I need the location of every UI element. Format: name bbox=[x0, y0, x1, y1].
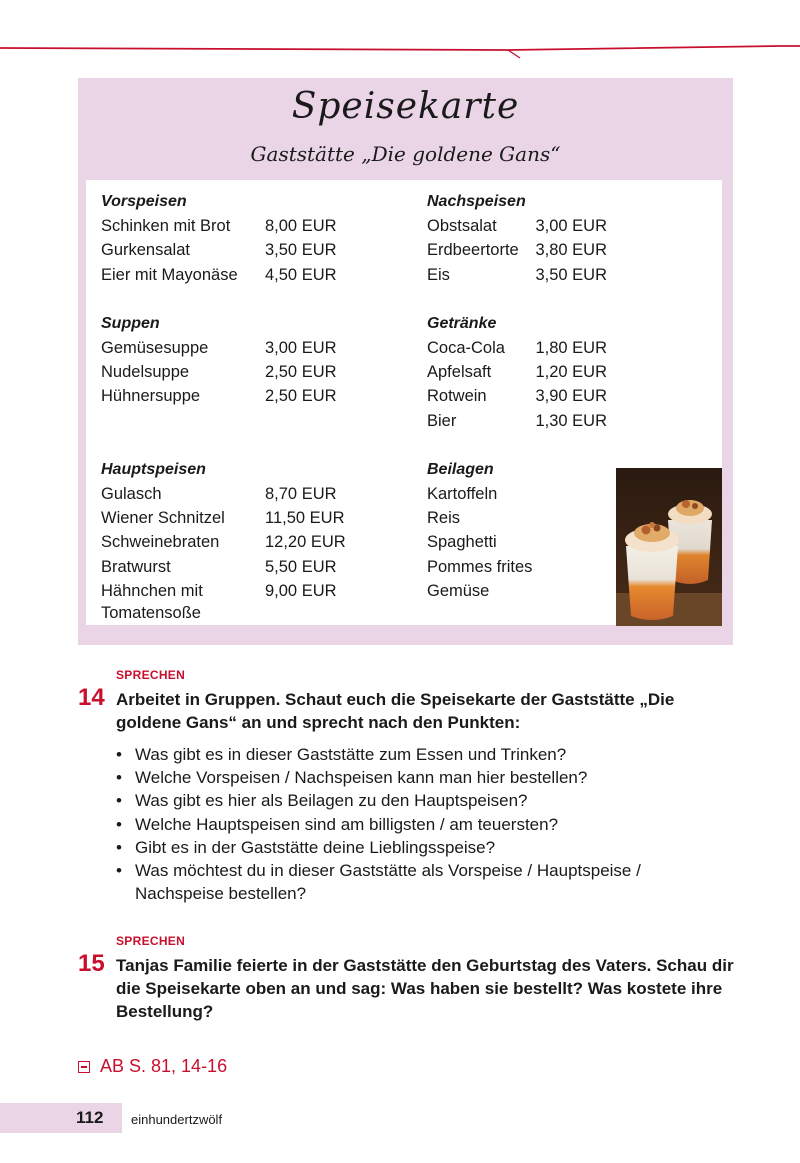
menu-item bbox=[427, 384, 607, 408]
item-name: Gulasch bbox=[101, 484, 162, 503]
menu-item bbox=[427, 336, 607, 360]
task-15-instruction bbox=[116, 954, 736, 1023]
item-name bbox=[101, 581, 265, 624]
menu-column-right bbox=[427, 190, 607, 604]
item-name: Apfelsaft bbox=[427, 363, 492, 382]
section-title: Beilagen bbox=[427, 460, 494, 478]
menu-item bbox=[427, 555, 607, 579]
bullet-text: Gibt es in der Gaststätte deine Lieblingsspeise? bbox=[135, 837, 496, 857]
item-name: Bier bbox=[427, 411, 457, 430]
item-name: Kartoffeln bbox=[427, 484, 498, 503]
menu-item bbox=[101, 384, 421, 408]
task-14-instruction bbox=[116, 688, 736, 734]
item-name: Nudelsuppe bbox=[101, 363, 190, 382]
item-price: 1,20 EUR bbox=[535, 363, 607, 382]
item-name: Gemüse bbox=[427, 582, 490, 601]
menu-section-vorspeisen bbox=[101, 190, 421, 287]
bullet-dot: • bbox=[116, 814, 122, 834]
menu-section-suppen bbox=[101, 312, 421, 409]
item-name: Rotwein bbox=[427, 387, 487, 406]
item-price: 5,50 EUR bbox=[265, 557, 337, 576]
menu-item bbox=[427, 360, 607, 384]
menu-item bbox=[427, 409, 607, 433]
item-name: Obstsalat bbox=[427, 217, 497, 235]
page-number: 112 bbox=[76, 1108, 104, 1127]
menu-item bbox=[101, 336, 421, 360]
bullet-item bbox=[116, 789, 736, 812]
menu-item bbox=[101, 360, 421, 384]
item-price: 1,80 EUR bbox=[535, 338, 607, 357]
item-name: Schweinebraten bbox=[101, 533, 220, 552]
item-name: Schinken mit Brot bbox=[101, 217, 231, 235]
menu-item bbox=[101, 263, 421, 287]
task-14-number: 14 bbox=[78, 684, 105, 711]
item-name-line1: Hähnchen mit bbox=[101, 582, 203, 601]
bullet-dot: • bbox=[116, 861, 122, 881]
menu-item bbox=[101, 530, 421, 554]
bullet-item bbox=[116, 859, 736, 905]
item-price: 8,00 EUR bbox=[265, 217, 337, 235]
item-name: Coca-Cola bbox=[427, 338, 505, 357]
item-name: Gemüsesuppe bbox=[101, 338, 209, 357]
menu-column-left bbox=[101, 190, 421, 624]
menu-subtitle: Gaststätte „Die goldene Gans“ bbox=[250, 142, 561, 166]
item-price: 8,70 EUR bbox=[265, 484, 337, 503]
workbook-reference-link[interactable] bbox=[78, 1056, 227, 1077]
item-price: 12,20 EUR bbox=[265, 533, 346, 552]
bullet-dot: • bbox=[116, 745, 122, 764]
instruction-line: Tanjas Familie feierte in der Gaststätte den Geburtstag des Vaters. Schau dir bbox=[116, 956, 734, 975]
bullet-text: Was möchtest du in dieser Gaststätte als Vorspeise / Hauptspeise / bbox=[135, 861, 641, 881]
item-price: 3,50 EUR bbox=[535, 265, 607, 284]
workbook-reference-text: AB S. 81, 14-16 bbox=[100, 1056, 228, 1076]
section-title: Nachspeisen bbox=[427, 193, 526, 210]
item-name-line2: Tomatensoße bbox=[101, 603, 201, 622]
section-title: Getränke bbox=[427, 314, 497, 332]
bullet-dot: • bbox=[116, 791, 122, 811]
bullet-text: Welche Vorspeisen / Nachspeisen kann man hier bestellen? bbox=[135, 768, 588, 788]
item-name: Erdbeertorte bbox=[427, 241, 519, 260]
item-price: 9,00 EUR bbox=[265, 582, 337, 601]
item-price: 4,50 EUR bbox=[265, 265, 337, 284]
menu-item bbox=[427, 214, 607, 238]
menu-item bbox=[101, 555, 421, 579]
item-name: Reis bbox=[427, 509, 461, 528]
item-name: Bratwurst bbox=[101, 557, 171, 576]
section-title: Hauptspeisen bbox=[101, 460, 206, 478]
menu-section-getraenke bbox=[427, 312, 607, 434]
menu-section-nachspeisen bbox=[427, 190, 607, 287]
menu-item bbox=[427, 482, 607, 506]
bullet-item bbox=[116, 766, 736, 789]
item-price: 3,50 EUR bbox=[265, 241, 337, 260]
page-number-word: einhundertzwölf bbox=[131, 1112, 223, 1127]
instruction-line: die Speisekarte oben an und sag: Was haben sie bestellt? Was kostete ihre bbox=[116, 979, 723, 998]
item-price: 1,30 EUR bbox=[535, 411, 607, 430]
menu-section-hauptspeisen bbox=[101, 458, 421, 625]
bullet-text: Nachspeise bestellen? bbox=[135, 884, 307, 904]
item-price: 3,00 EUR bbox=[265, 338, 337, 357]
menu-item bbox=[101, 238, 421, 262]
menu-item bbox=[101, 506, 421, 530]
menu-card bbox=[78, 78, 733, 645]
item-name: Pommes frites bbox=[427, 557, 533, 576]
item-price: 11,50 EUR bbox=[265, 509, 345, 528]
menu-item bbox=[101, 214, 421, 238]
bullet-text: Was gibt es hier als Beilagen zu den Hauptspeisen? bbox=[135, 791, 528, 811]
bullet-dot: • bbox=[116, 768, 122, 788]
bullet-item bbox=[116, 836, 736, 859]
item-name: Eier mit Mayonäse bbox=[101, 265, 238, 284]
item-price: 2,50 EUR bbox=[265, 387, 337, 406]
menu-list-panel bbox=[86, 180, 722, 625]
instruction-line: goldene Gans“ an und sprecht nach den Punkten: bbox=[116, 713, 521, 732]
menu-title: Speisekarte bbox=[291, 86, 520, 127]
task-15-label: SPRECHEN bbox=[116, 934, 186, 948]
item-name: Gurkensalat bbox=[101, 241, 190, 260]
item-name: Spaghetti bbox=[427, 533, 497, 552]
menu-item bbox=[427, 579, 607, 603]
task-14-label: SPRECHEN bbox=[116, 668, 186, 682]
item-price: 2,50 EUR bbox=[265, 363, 337, 382]
item-name: Wiener Schnitzel bbox=[101, 509, 225, 528]
menu-item bbox=[427, 238, 607, 262]
item-name: Hühnersuppe bbox=[101, 387, 201, 406]
bullet-dot: • bbox=[116, 837, 122, 857]
instruction-line: Bestellung? bbox=[116, 1002, 214, 1021]
menu-section-beilagen bbox=[427, 458, 607, 604]
task-14-bullets bbox=[116, 743, 736, 905]
section-title: Vorspeisen bbox=[101, 193, 187, 210]
bullet-item bbox=[116, 743, 736, 766]
menu-item bbox=[101, 581, 421, 624]
menu-item bbox=[101, 482, 421, 506]
footer-bar bbox=[0, 1103, 122, 1133]
bullet-item bbox=[116, 813, 736, 836]
item-price: 3,80 EUR bbox=[535, 241, 607, 260]
item-name: Eis bbox=[427, 265, 450, 284]
header-rule bbox=[0, 0, 800, 70]
menu-item bbox=[427, 530, 607, 554]
item-price: 3,00 EUR bbox=[535, 217, 607, 235]
bullet-text: Welche Hauptspeisen sind am billigsten / am teuersten? bbox=[135, 814, 559, 834]
task-15-number: 15 bbox=[78, 950, 105, 977]
bullet-text: Was gibt es in dieser Gaststätte zum Essen und Trinken? bbox=[135, 745, 567, 764]
instruction-line: Arbeitet in Gruppen. Schaut euch die Speisekarte der Gaststätte „Die bbox=[116, 690, 675, 709]
menu-item bbox=[427, 506, 607, 530]
dessert-photo bbox=[616, 468, 722, 626]
arrow-box-icon bbox=[78, 1061, 90, 1073]
item-price: 3,90 EUR bbox=[535, 387, 607, 406]
section-title: Suppen bbox=[101, 314, 160, 332]
menu-item bbox=[427, 263, 607, 287]
